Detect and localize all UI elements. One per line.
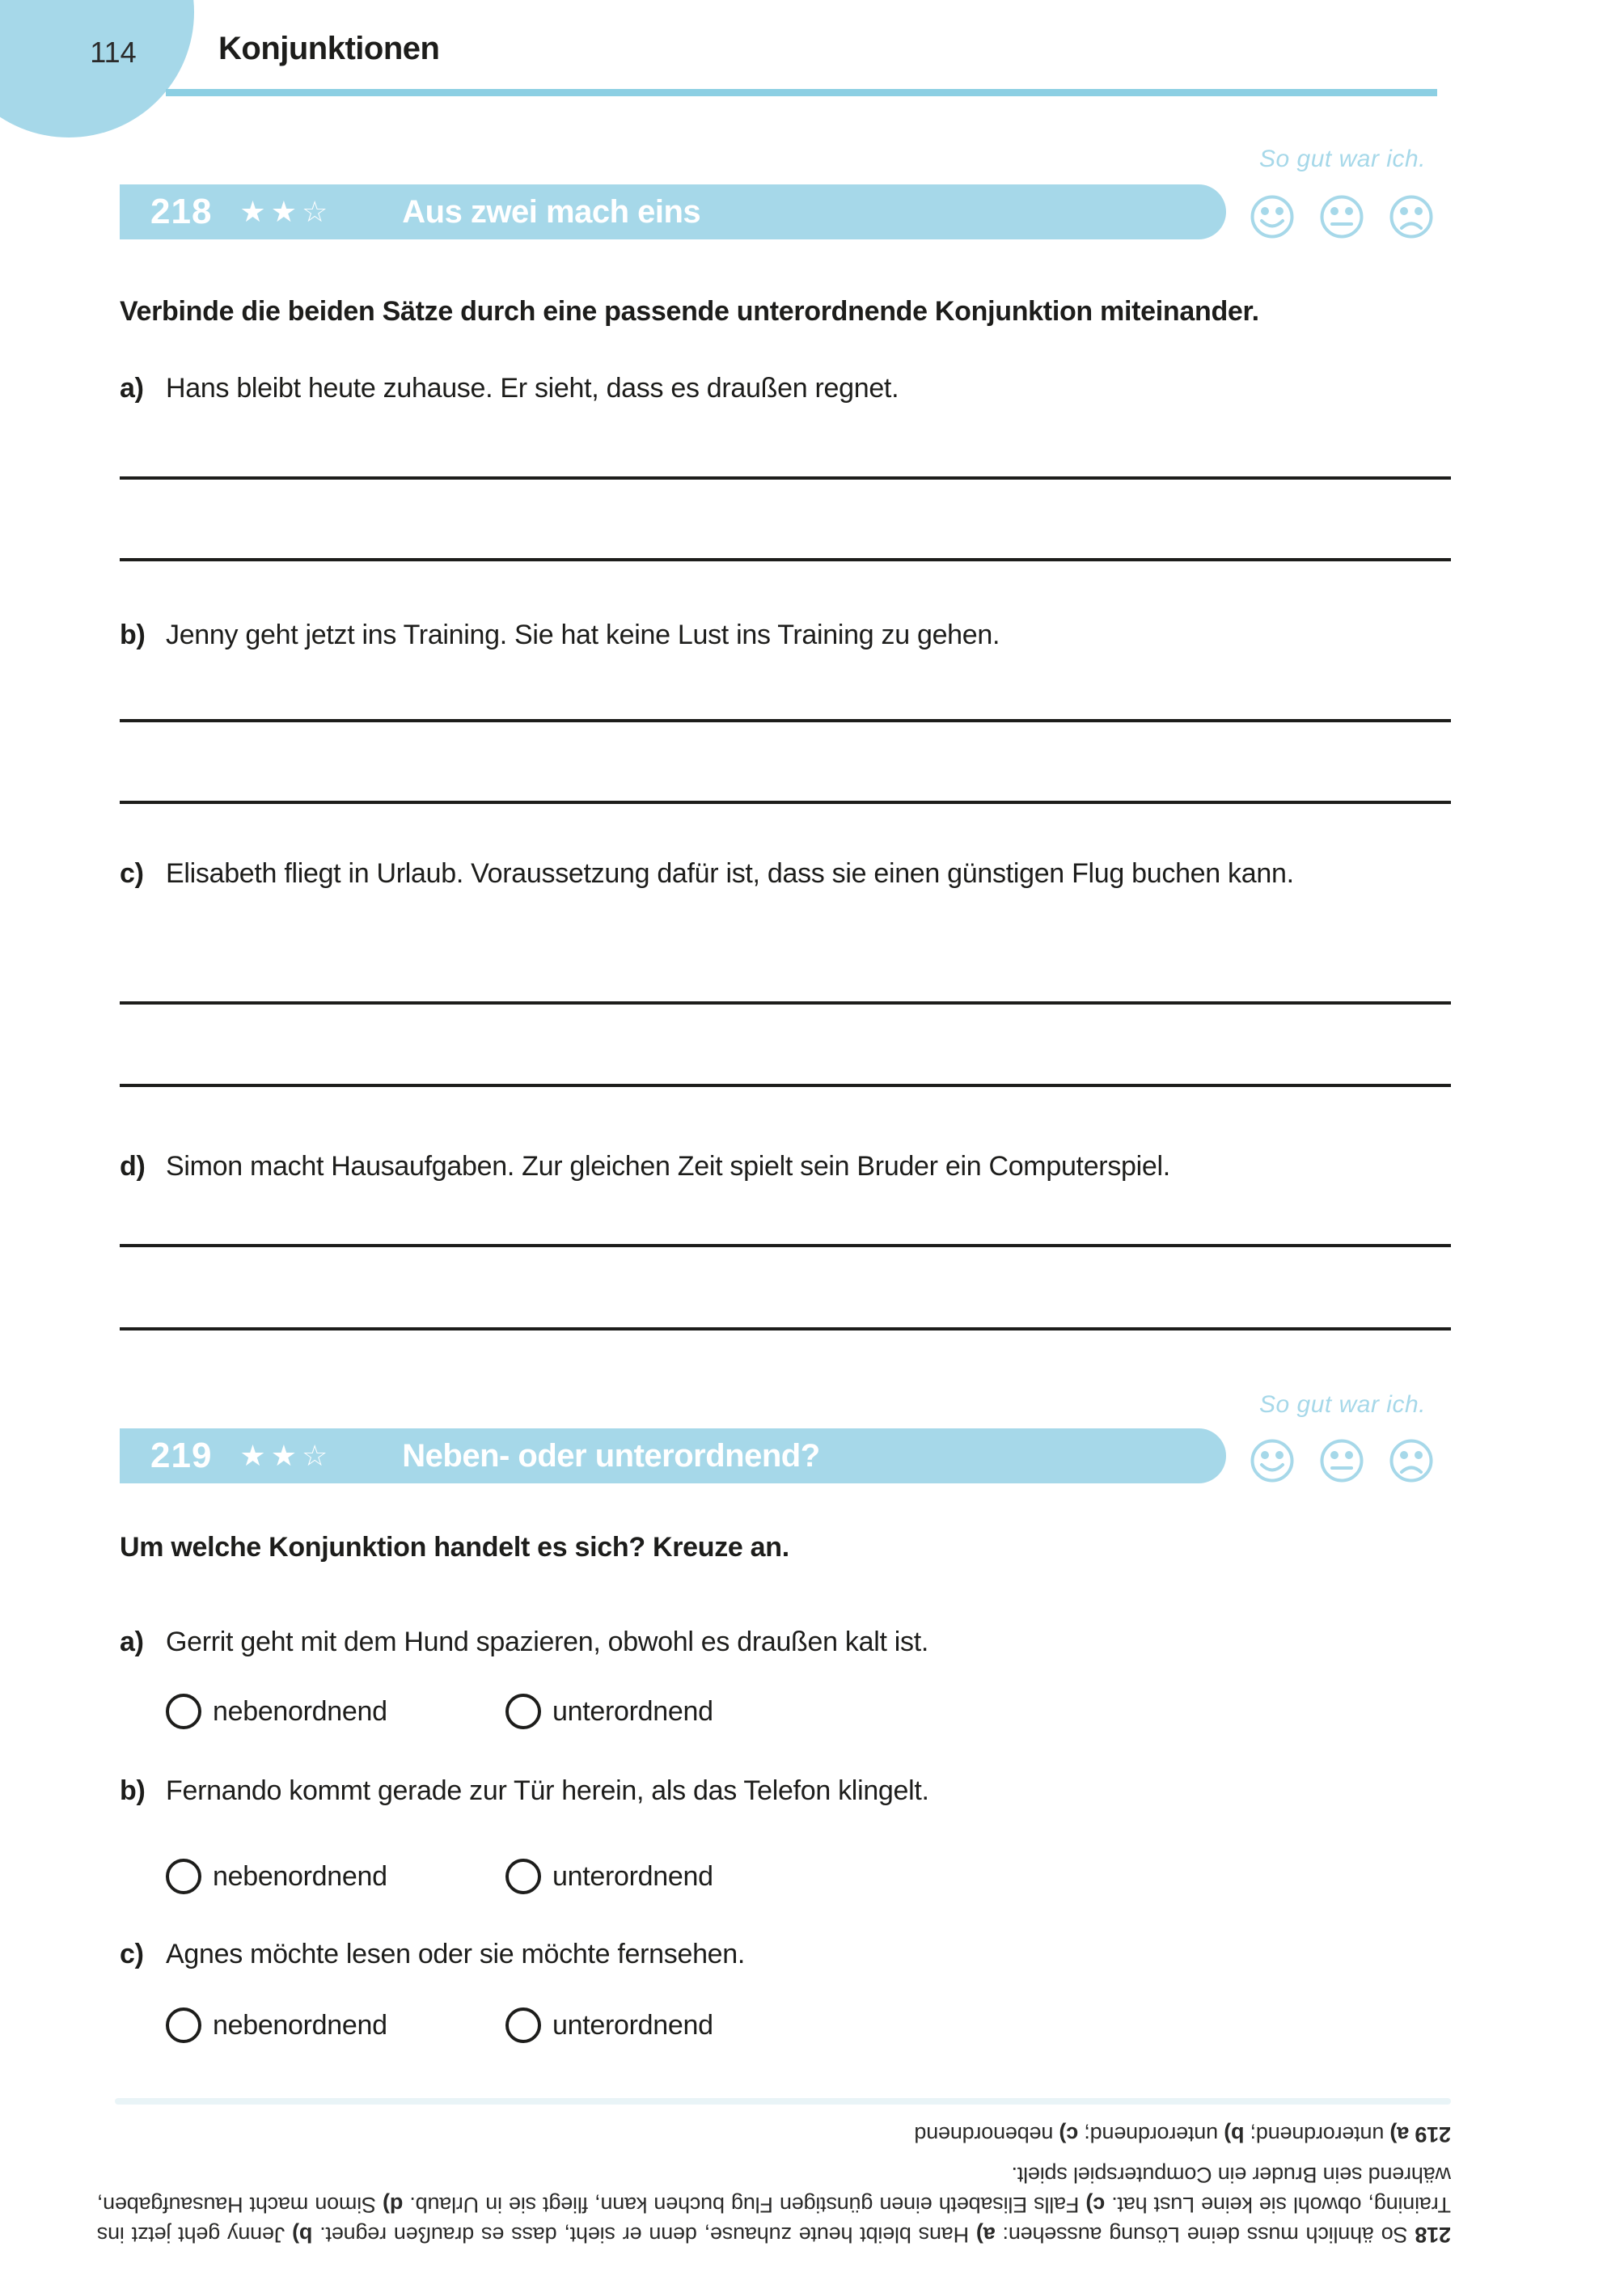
item-text: Agnes möchte lesen oder sie möchte fernsehen. — [166, 1939, 746, 1969]
exercise-title: Aus zwei mach eins — [402, 193, 701, 230]
option-unterordnend — [505, 2007, 845, 2043]
header-rule — [166, 89, 1437, 96]
smiley-neutral-icon[interactable] — [1319, 194, 1364, 239]
item-marker: c) — [120, 1939, 144, 1969]
option-nebenordnend — [166, 1859, 505, 1894]
radio-unterordnend[interactable] — [505, 1694, 541, 1729]
item-marker: a) — [120, 373, 144, 404]
exercise-item-a — [120, 369, 1451, 408]
item-text: Gerrit geht mit dem Hund spazieren, obwohl es draußen kalt ist. — [166, 1627, 928, 1657]
radio-row-a — [166, 1692, 845, 1731]
item-text: Jenny geht jetzt ins Training. Sie hat keine Lust ins Training zu gehen. — [166, 620, 1000, 650]
exercise-number: 218 — [150, 192, 213, 231]
self-assessment-219 — [1250, 1438, 1434, 1483]
exercise-item-b — [120, 1771, 1451, 1810]
answer-line[interactable] — [120, 719, 1451, 722]
item-text: Hans bleibt heute zuhause. Er sieht, dass es draußen regnet. — [166, 373, 899, 404]
answer-key-218: 218 So ähnlich muss deine Lösung aussehen: a) Hans bleibt heute zuhause, denn er sieht, dass es draußen regnet. b) Jenny geht jetzt ins Training, obwohl sie keine Lust hat. c) Falls Elisabeth einen günstigen Flug buchen kann, fliegt sie in Urlaub. d) Simon macht Hausaufgaben, während sein Bruder ein Computerspiel spielt. — [96, 2163, 1451, 2247]
answers-separator-rule — [115, 2098, 1451, 2105]
exercise-item-c — [120, 1935, 1451, 1974]
option-nebenordnend — [166, 1694, 505, 1729]
option-unterordnend — [505, 1694, 845, 1729]
answer-key-219: 219 a) unterordnend; b) unterordnend; c) nebenordnend — [914, 2122, 1451, 2147]
item-text: Simon macht Hausaufgaben. Zur gleichen Zeit spielt sein Bruder ein Computerspiel. — [166, 1151, 1170, 1182]
exercise-item-c — [120, 854, 1451, 893]
item-marker: b) — [120, 620, 146, 650]
answer-line[interactable] — [120, 1001, 1451, 1005]
radio-label: nebenordnend — [213, 2009, 387, 2041]
radio-nebenordnend[interactable] — [166, 1859, 201, 1894]
self-assessment-label: So gut war ich. — [1259, 1391, 1426, 1418]
page-number: 114 — [90, 36, 137, 69]
radio-nebenordnend[interactable] — [166, 1694, 201, 1729]
radio-row-c — [166, 2006, 845, 2045]
answer-line[interactable] — [120, 801, 1451, 804]
exercise-219-instruction: Um welche Konjunktion handelt es sich? Kreuze an. — [120, 1532, 789, 1563]
exercise-218-instruction: Verbinde die beiden Sätze durch eine passende unterordnende Konjunktion miteinander. — [120, 296, 1259, 327]
exercise-219-banner — [120, 1428, 1226, 1483]
self-assessment-218 — [1250, 194, 1434, 239]
option-nebenordnend — [166, 2007, 505, 2043]
option-unterordnend — [505, 1859, 845, 1894]
item-marker: d) — [120, 1151, 146, 1182]
answer-line[interactable] — [120, 1327, 1451, 1331]
smiley-happy-icon[interactable] — [1250, 1438, 1295, 1483]
answer-line[interactable] — [120, 558, 1451, 561]
exercise-number: 219 — [150, 1436, 213, 1475]
radio-label: unterordnend — [552, 1860, 713, 1892]
answer-line[interactable] — [120, 476, 1451, 480]
item-marker: a) — [120, 1627, 144, 1657]
radio-label: nebenordnend — [213, 1860, 387, 1892]
chapter-title: Konjunktionen — [218, 31, 440, 66]
exercise-218-banner — [120, 184, 1226, 239]
radio-label: nebenordnend — [213, 1695, 387, 1727]
radio-unterordnend[interactable] — [505, 2007, 541, 2043]
radio-label: unterordnend — [552, 1695, 713, 1727]
radio-nebenordnend[interactable] — [166, 2007, 201, 2043]
smiley-sad-icon[interactable] — [1389, 194, 1434, 239]
difficulty-stars-icon: ★★☆ — [239, 195, 333, 228]
radio-label: unterordnend — [552, 2009, 713, 2041]
exercise-title: Neben- oder unterordnend? — [402, 1437, 820, 1474]
item-text: Elisabeth fliegt in Urlaub. Voraussetzung dafür ist, dass sie einen günstigen Flug buchen kann. — [166, 858, 1294, 889]
exercise-item-a — [120, 1622, 1451, 1661]
item-text: Fernando kommt gerade zur Tür herein, als das Telefon klingelt. — [166, 1775, 929, 1806]
radio-row-b — [166, 1857, 845, 1896]
radio-unterordnend[interactable] — [505, 1859, 541, 1894]
self-assessment-label: So gut war ich. — [1259, 146, 1426, 172]
answer-line[interactable] — [120, 1084, 1451, 1087]
answer-key — [97, 2119, 1451, 2249]
smiley-happy-icon[interactable] — [1250, 194, 1295, 239]
item-marker: c) — [120, 858, 144, 889]
item-marker: b) — [120, 1775, 146, 1806]
exercise-item-b — [120, 616, 1451, 654]
exercise-item-d — [120, 1147, 1451, 1186]
difficulty-stars-icon: ★★☆ — [239, 1439, 333, 1472]
smiley-neutral-icon[interactable] — [1319, 1438, 1364, 1483]
smiley-sad-icon[interactable] — [1389, 1438, 1434, 1483]
answer-line[interactable] — [120, 1244, 1451, 1247]
